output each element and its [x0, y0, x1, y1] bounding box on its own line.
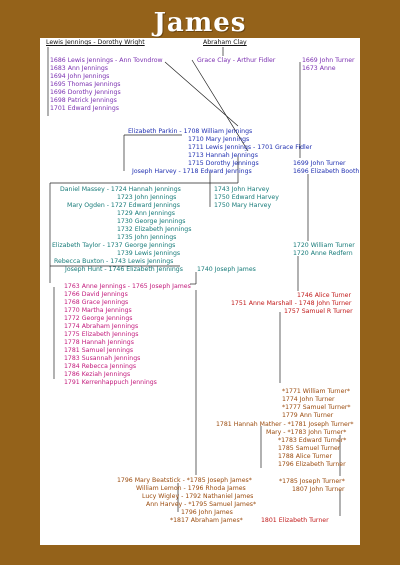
- gen5-child-2: 1785 Samuel Turner: [278, 445, 341, 452]
- family-tree-panel: [40, 38, 360, 545]
- gen3-line-1: Daniel Massey - 1724 Hannah Jennings: [60, 186, 181, 193]
- gen5-line-4: 1779 Ann Turner: [282, 412, 334, 419]
- gen6-line-4: Ann Harvey - *1795 Samuel James*: [146, 501, 257, 508]
- edward-harvey-1750: 1750 Edward Harvey: [214, 194, 279, 201]
- gen3-line-3: Mary Ogden - 1727 Edward Jennings: [67, 202, 180, 209]
- gen6-line-2: William Lemon - 1796 Rhoda James: [136, 485, 246, 492]
- gen4-child-4: 1772 George Jennings: [64, 315, 133, 322]
- gen4-child-7: 1778 Hannah Jennings: [64, 339, 134, 346]
- elizabeth-booth-1696: 1696 Elizabeth Booth: [293, 168, 360, 175]
- gen3-line-10: Rebecca Buxton - 1743 Lewis Jennings: [54, 258, 174, 265]
- gen5-child-3: 1788 Alice Turner: [278, 453, 333, 460]
- gen4-child-9: 1783 Susannah Jennings: [64, 355, 141, 362]
- gen3-line-6: 1732 Elizabeth Jennings: [117, 226, 192, 233]
- gen3-line-2: 1723 John Jennings: [117, 194, 177, 201]
- william-jennings-couple: Elizabeth Parkin - 1708 William Jennings: [128, 128, 253, 135]
- gen4-child-1: 1766 David Jennings: [64, 291, 128, 298]
- elizabeth-turner-1801: 1801 Elizabeth Turner: [261, 517, 329, 524]
- john-harvey-1743: 1743 John Harvey: [214, 186, 270, 193]
- gen6-line-1: 1796 Mary Beatstick - *1785 Joseph James*: [117, 477, 252, 484]
- anne-1673: 1673 Anne: [302, 65, 336, 72]
- joseph-james-1740: 1740 Joseph James: [197, 266, 256, 273]
- gen3-line-7: 1735 John Jennings: [117, 234, 177, 241]
- gen1-child-7: 1701 Edward Jennings: [50, 105, 119, 112]
- gen2-child-3: 1713 Hannah Jennings: [188, 152, 258, 159]
- page-title: James: [153, 8, 247, 38]
- gen6-line-5: 1796 John James: [181, 509, 233, 516]
- gen4-child-2: 1768 Grace Jennings: [64, 299, 129, 306]
- gen3-line-11: Joseph Hunt - 1746 Elizabeth Jennings: [65, 266, 183, 273]
- gen4-child-10: 1784 Rebecca Jennings: [64, 363, 137, 370]
- joseph-turner-1785: *1785 Joseph Turner*: [279, 478, 345, 485]
- joseph-turner-1781-couple: 1781 Hannah Mather - *1781 Joseph Turner*: [216, 421, 354, 428]
- gen2-child-2: 1711 Lewis Jennings - 1701 Grace Fidler: [188, 144, 313, 151]
- gen4-child-11: 1786 Keziah Jennings: [64, 371, 131, 378]
- gen4-child-6: 1775 Elizabeth Jennings: [64, 331, 139, 338]
- gen4-child-5: 1774 Abraham Jennings: [64, 323, 139, 330]
- john-turner-1748: 1751 Anne Marshall - 1748 John Turner: [231, 300, 352, 307]
- gen1-child-4: 1695 Thomas Jennings: [50, 81, 121, 88]
- john-turner-1783-couple: Mary - *1783 John Turner*: [266, 429, 347, 436]
- john-turner-1699: 1699 John Turner: [293, 160, 346, 167]
- gen3-line-5: 1730 George Jennings: [117, 218, 186, 225]
- alice-turner-1746: 1746 Alice Turner: [297, 292, 352, 299]
- abraham-james-1817: *1817 Abraham James*: [170, 517, 243, 524]
- gen3-line-9: 1739 Lewis Jennings: [117, 250, 181, 257]
- gen6-line-3: Lucy Wigley - 1792 Nathaniel James: [142, 493, 254, 500]
- gen4-child-8: 1781 Samuel Jennings: [64, 347, 134, 354]
- edward-jennings-1718: Joseph Harvey - 1718 Edward Jennings: [132, 168, 252, 175]
- gen1-child-1: 1686 Lewis Jennings - Ann Tovndrow: [50, 57, 163, 64]
- anne-redfern-1720: 1720 Anne Redfern: [293, 250, 353, 257]
- william-turner-1720: 1720 William Turner: [293, 242, 355, 249]
- abraham-clay: Abraham Clay: [203, 39, 247, 46]
- mary-harvey-1750: 1750 Mary Harvey: [214, 202, 272, 209]
- john-turner-1669: 1669 John Turner: [302, 57, 355, 64]
- samuel-r-turner-1757: 1757 Samuel R Turner: [284, 308, 353, 315]
- gen2-child-1: 1710 Mary Jennings: [188, 136, 250, 143]
- gen1-child-6: 1698 Patrick Jennings: [50, 97, 117, 104]
- lewis-dorothy-couple: Lewis Jennings - Dorothy Wright: [46, 39, 145, 46]
- gen3-line-4: 1729 Ann Jennings: [117, 210, 176, 217]
- gen4-child-3: 1770 Martha Jennings: [64, 307, 132, 314]
- gen2-child-4: 1715 Dorothy Jennings: [188, 160, 259, 167]
- gen5-child-4: 1796 Elizabeth Turner: [278, 461, 346, 468]
- gen4-child-12: 1791 Kerrenhappuch Jennings: [64, 379, 157, 386]
- gen5-child-1: *1783 Edward Turner*: [278, 437, 347, 444]
- grace-clay-arthur-fidler: Grace Clay - Arthur Fidler: [197, 57, 276, 64]
- gen3-line-8: Elizabeth Taylor - 1737 George Jennings: [52, 242, 176, 249]
- john-turner-1807: 1807 John Turner: [292, 486, 345, 493]
- gen1-child-3: 1694 John Jennings: [50, 73, 110, 80]
- gen5-line-3: *1777 Samuel Turner*: [282, 404, 351, 411]
- anne-joseph-couple: 1763 Anne Jennings - 1765 Joseph James: [64, 283, 191, 290]
- gen1-child-2: 1683 Ann Jennings: [50, 65, 109, 72]
- gen5-line-2: 1774 John Turner: [282, 396, 335, 403]
- gen1-child-5: 1696 Dorothy Jennings: [50, 89, 121, 96]
- gen5-line-1: *1771 William Turner*: [282, 388, 351, 395]
